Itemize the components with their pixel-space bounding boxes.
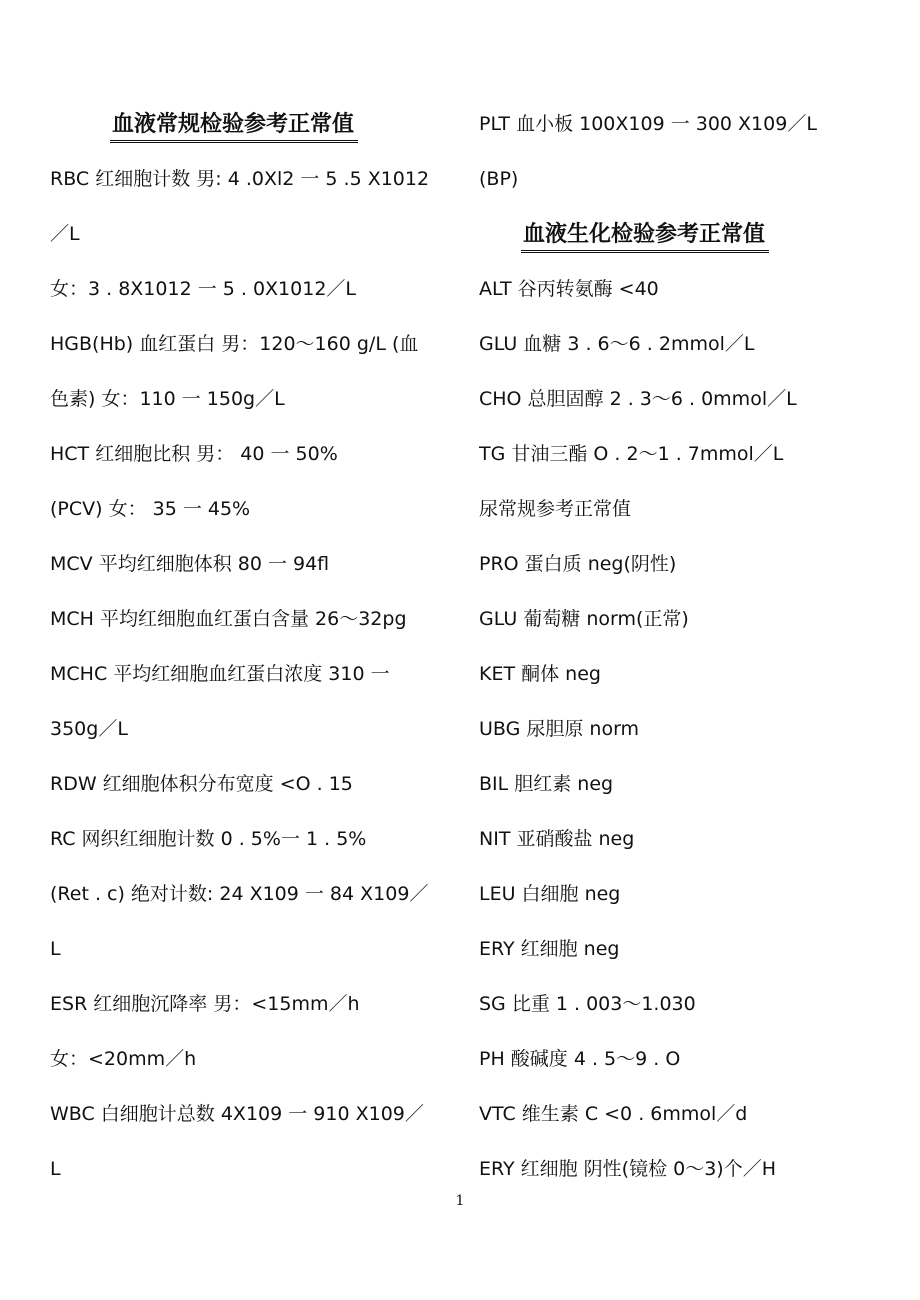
text-line: 色素) 女：110 一 150g／L [50, 388, 285, 410]
text-line: ERY 红细胞 neg [479, 938, 620, 960]
text-line: KET 酮体 neg [479, 663, 601, 685]
text-line: PH 酸碱度 4 . 5～9 . O [479, 1048, 681, 1070]
text-line: WBC 白细胞计总数 4X109 一 910 X109／ [50, 1103, 424, 1125]
text-line: LEU 白细胞 neg [479, 883, 621, 905]
left-column [50, 97, 460, 1197]
text-line: HCT 红细胞比积 男： 40 一 50% [50, 443, 338, 465]
section-heading [50, 97, 460, 152]
text-line: (PCV) 女： 35 一 45% [50, 498, 251, 520]
text-line: RDW 红细胞体积分布宽度 <O . 15 [50, 773, 353, 795]
text-line: ESR 红细胞沉降率 男：<15mm／h [50, 993, 360, 1015]
text-line: GLU 葡萄糖 norm(正常) [479, 608, 689, 630]
text-line: (BP) [479, 168, 519, 190]
text-line: CHO 总胆固醇 2 . 3～6 . 0mmol／L [479, 388, 797, 410]
text-line: HGB(Hb) 血红蛋白 男：120～160 g/L (血 [50, 333, 419, 355]
text-line: MCHC 平均红细胞血红蛋白浓度 310 一 [50, 663, 390, 685]
text-line: 女：3 . 8X1012 一 5 . 0X1012／L [50, 278, 356, 300]
text-line: PRO 蛋白质 neg(阴性) [479, 553, 677, 575]
right-column [479, 97, 879, 1197]
text-line: 350g／L [50, 718, 128, 740]
text-line: SG 比重 1 . 003～1.030 [479, 993, 696, 1015]
text-line: MCH 平均红细胞血红蛋白含量 26～32pg [50, 608, 407, 630]
text-line: BIL 胆红素 neg [479, 773, 614, 795]
text-line: TG 甘油三酯 O . 2～1 . 7mmol／L [479, 443, 784, 465]
page-number: 1 [455, 1193, 465, 1209]
text-line: RBC 红细胞计数 男: 4 .0Xl2 一 5 .5 X1012 [50, 168, 430, 190]
section-heading-text: 血液常规检验参考正常值 [110, 110, 358, 143]
text-line: ERY 红细胞 阴性(镜检 0～3)个／H [479, 1158, 777, 1180]
text-line: VTC 维生素 C <0 . 6mmol／d [479, 1103, 748, 1125]
text-line: RC 网织红细胞计数 0 . 5%一 1 . 5% [50, 828, 367, 850]
text-line: L [50, 938, 61, 960]
text-line: (Ret . c) 绝对计数: 24 X109 一 84 X109／ [50, 883, 429, 905]
text-line: PLT 血小板 100X109 一 300 X109／L [479, 113, 817, 135]
text-line: L [50, 1158, 61, 1180]
text-line: ALT 谷丙转氨酶 <40 [479, 278, 659, 300]
section-heading [479, 207, 879, 262]
text-line: MCV 平均红细胞体积 80 一 94fl [50, 553, 330, 575]
text-line: GLU 血糖 3 . 6～6 . 2mmol／L [479, 333, 755, 355]
text-line: ／L [50, 223, 80, 245]
text-line: 尿常规参考正常值 [479, 498, 632, 520]
text-line: NIT 亚硝酸盐 neg [479, 828, 635, 850]
section-heading-text: 血液生化检验参考正常值 [521, 220, 769, 253]
text-line: 女：<20mm／h [50, 1048, 197, 1070]
text-line: UBG 尿胆原 norm [479, 718, 640, 740]
